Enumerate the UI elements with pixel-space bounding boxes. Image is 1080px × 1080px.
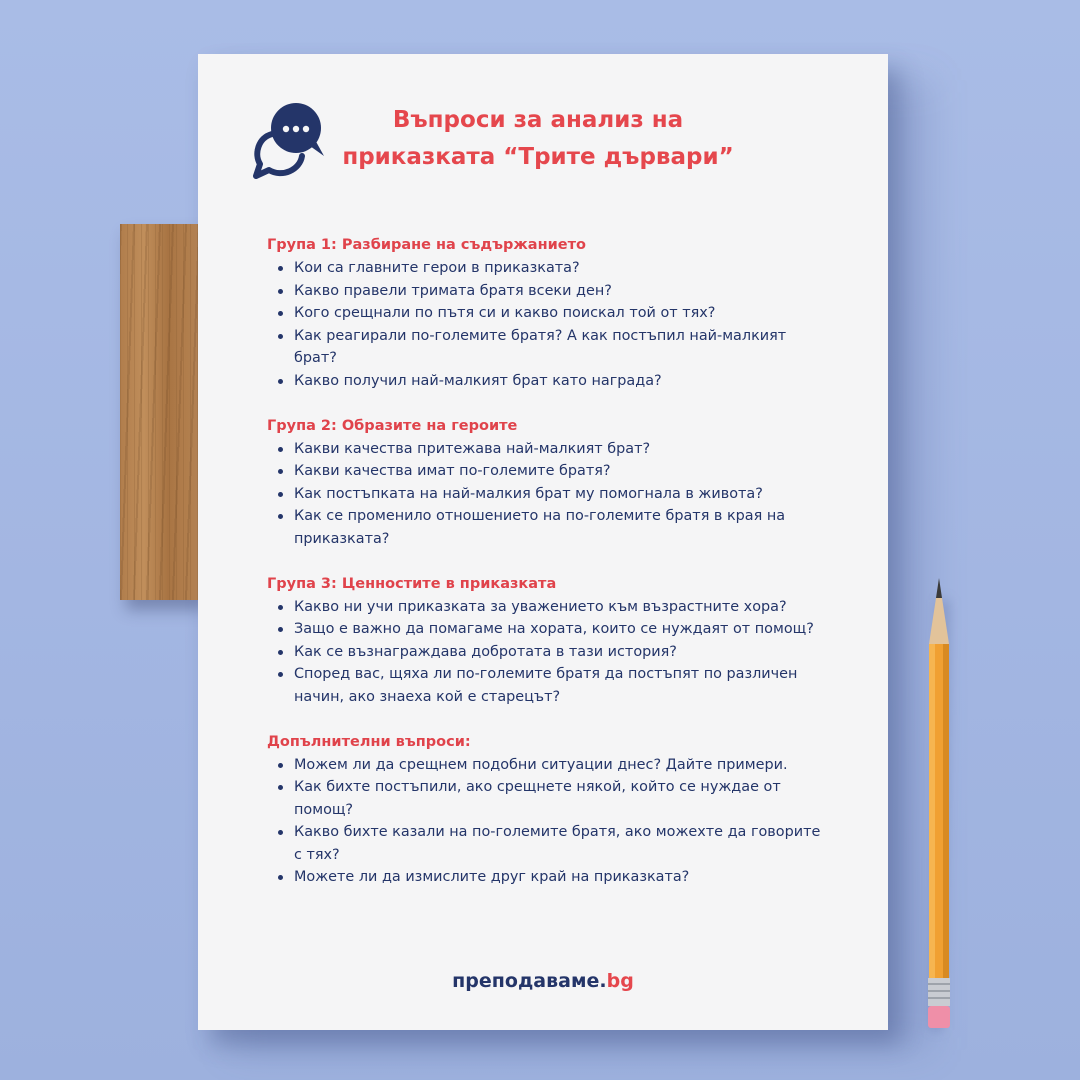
question-item: Как реагирали по-големите братя? А как постъпил най-малкият брат? bbox=[267, 325, 827, 370]
group-title: Група 2: Образите на героите bbox=[267, 417, 518, 434]
group-title: Допълнителни въпроси: bbox=[267, 733, 471, 750]
group-title: Група 1: Разбиране на съдържанието bbox=[267, 237, 586, 253]
question-item: Как бихте постъпили, ако срещнете някой, който се нуждае от помощ? bbox=[267, 776, 827, 821]
question-group-2 bbox=[267, 415, 827, 551]
title-line-2: приказката “Трите дървари” bbox=[342, 144, 734, 170]
question-item: Можем ли да срещнем подобни ситуации днес? Дайте примери. bbox=[267, 754, 827, 777]
question-list bbox=[267, 754, 827, 890]
brand-main: преподаваме. bbox=[452, 970, 607, 992]
page-title bbox=[318, 102, 758, 176]
pencil-icon bbox=[922, 574, 956, 1034]
question-list bbox=[267, 596, 827, 709]
question-item: Какви качества притежава най-малкият брат? bbox=[267, 438, 827, 461]
question-item: Какво получил най-малкият брат като награда? bbox=[267, 370, 827, 393]
question-item: Как се възнаграждава добротата в тази история? bbox=[267, 641, 827, 664]
question-list bbox=[267, 438, 827, 551]
question-item: Какво ни учи приказката за уважението към възрастните хора? bbox=[267, 596, 827, 619]
question-item: Според вас, щяха ли по-големите братя да постъпят по различен начин, ако знаеха кой е старецът? bbox=[267, 663, 827, 708]
question-item: Какво бихте казали на по-големите братя, ако можехте да говорите с тях? bbox=[267, 821, 827, 866]
question-group-1 bbox=[267, 234, 827, 393]
brand-logo bbox=[198, 970, 888, 992]
worksheet-paper bbox=[198, 54, 888, 1030]
question-group-additional bbox=[267, 731, 827, 890]
title-line-1: Въпроси за анализ на bbox=[392, 107, 684, 133]
group-title: Група 3: Ценностите в приказката bbox=[267, 575, 557, 592]
question-item: Как постъпката на най-малкия брат му помогнала в живота? bbox=[267, 483, 827, 506]
questions-content bbox=[267, 234, 827, 911]
question-item: Защо е важно да помагаме на хората, които се нуждаят от помощ? bbox=[267, 618, 827, 641]
brand-tld: bg bbox=[606, 970, 634, 992]
question-item: Какви качества имат по-големите братя? bbox=[267, 460, 827, 483]
question-item: Можете ли да измислите друг край на приказката? bbox=[267, 866, 827, 889]
question-item: Как се променило отношението на по-големите братя в края на приказката? bbox=[267, 505, 827, 550]
question-list bbox=[267, 257, 827, 393]
question-item: Кого срещнали по пътя си и какво поискал той от тях? bbox=[267, 302, 827, 325]
question-group-3 bbox=[267, 573, 827, 709]
question-item: Кои са главните герои в приказката? bbox=[267, 257, 827, 280]
question-item: Какво правели тримата братя всеки ден? bbox=[267, 280, 827, 303]
wooden-block bbox=[120, 224, 200, 600]
